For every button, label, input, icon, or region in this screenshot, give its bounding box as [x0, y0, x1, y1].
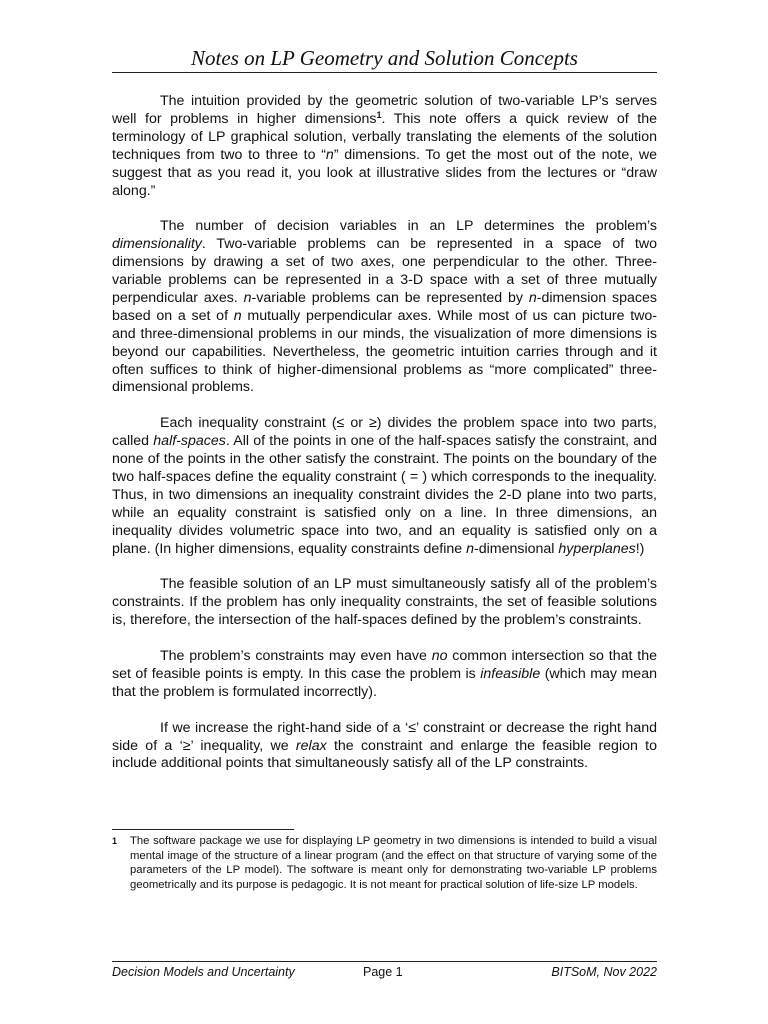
- footnote: [112, 834, 657, 892]
- page-title: Notes on LP Geometry and Solution Concepts: [191, 46, 578, 70]
- p5-text-c: (which may mean that the problem is formulated incorrectly).: [112, 665, 657, 700]
- title-divider: [112, 72, 657, 73]
- paragraph-5: [112, 648, 657, 702]
- footer-page-number: Page 1: [363, 965, 403, 979]
- p3-text-d: !): [635, 540, 645, 557]
- page-footer: [112, 964, 657, 980]
- footer-institution-date: BITSoM, Nov 2022: [551, 965, 657, 979]
- p3-text-a: Each inequality constraint (≤ or ≥) divides the problem space into two parts, called: [112, 415, 657, 450]
- p2-italic-n1: n: [243, 289, 252, 306]
- paragraph-1: [112, 93, 657, 200]
- footnote-text: The software package we use for displaying LP geometry in two dimensions is intended to build a visual mental image of the structure of a linear program (and the effect on that structure of varying some of the parameters of the LP model). The software is meant only for demonstrating two-variable LP problems geometrically and its purpose is pedagogic. It is not meant for practical solution of life-size LP models.: [130, 835, 657, 891]
- p2-italic-n2: n: [528, 289, 537, 306]
- p5-text-b: common intersection so that the set of feasible points is empty. In this case the problem is: [112, 648, 657, 682]
- p1-text-c: ” dimensions. To get the most out of the note, we suggest that as you read it, you look at illustrative slides from the lectures or “draw along.”: [112, 146, 657, 199]
- p1-italic-n: n: [325, 146, 334, 163]
- paragraph-6: [112, 720, 657, 774]
- paragraph-3: [112, 415, 657, 558]
- paragraph-2: [112, 218, 657, 397]
- p2-text-d: -dimension spaces based on a set of: [112, 289, 657, 324]
- p6-text-b: the constraint and enlarge the feasible region to include additional points that simultaneously satisfy all of the LP constraints.: [112, 737, 657, 772]
- p3-text-c: -dimensional: [474, 540, 559, 557]
- p3-italic-half-spaces: half-spaces: [153, 433, 226, 450]
- p2-text-e: mutually perpendicular axes. While most of us can picture two- and three-dimensional problems in our minds, the visualization of more dimensions is beyond our capabilities. Nevertheless, the geometric intuition carries through and it often suffices to think of higher-dimensional problems as “more complicated” three-dimensional problems.: [112, 307, 657, 396]
- p5-text-a: The problem’s constraints may even have: [160, 648, 432, 665]
- footnote-reference[interactable]: 1: [376, 109, 382, 120]
- p5-italic-infeasible: infeasible: [480, 665, 541, 682]
- paragraph-4: The feasible solution of an LP must simultaneously satisfy all of the problem’s constraints. If the problem has only inequality constraints, the set of feasible solutions is, therefore, the intersection of the half-spaces defined by the problem’s constraints.: [112, 576, 657, 629]
- footer-course: Decision Models and Uncertainty: [112, 965, 295, 979]
- p2-text-b: . Two-variable problems can be represented in a space of two dimensions by drawing a set of two axes, one perpendicular to the other. Three-variable problems can be represented in a 3-D space with a set of three mutually perpendicular axes.: [112, 236, 657, 306]
- footer-divider: [112, 961, 657, 962]
- p3-italic-n: n: [466, 540, 474, 557]
- p1-text-b: . This note offers a quick review of the terminology of LP graphical solution, verbally translating the elements of the solution techniques from two to three to “: [112, 110, 657, 163]
- p1-text-a: The intuition provided by the geometric solution of two-variable LP’s serves well for problems in higher dimensions: [112, 93, 657, 127]
- p3-italic-hyperplanes: hyperplanes: [558, 540, 636, 557]
- p5-italic-no: no: [431, 648, 448, 665]
- p2-text-a: The number of decision variables in an LP determines the problem’s: [160, 218, 657, 235]
- p6-text-a: If we increase the right-hand side of a ‘≤’ constraint or decrease the right hand side of a ‘≥’ inequality, we: [112, 719, 657, 754]
- p2-italic-dimensionality: dimensionality: [112, 236, 202, 253]
- p2-italic-n3: n: [233, 307, 242, 324]
- p2-text-c: -variable problems can be represented by: [251, 289, 529, 306]
- footnote-mark: 1: [112, 836, 118, 846]
- footnote-divider: [112, 829, 294, 830]
- body-text: [112, 93, 657, 791]
- p3-text-b: . All of the points in one of the half-spaces satisfy the constraint, and none of the points in the other satisfy the constraint. The points on the boundary of the two half-spaces define the equality constraint ( = ) which corresponds to the inequality. Thus, in two dimensions an inequality constraint divides the 2-D plane into two parts, while an equality constraint is satisfied only on a line. In three dimensions, an inequality divides volumetric space into two, and an equality is satisfied only on a plane. (In higher dimensions, equality constraints define: [112, 433, 657, 557]
- p6-italic-relax: relax: [295, 737, 327, 754]
